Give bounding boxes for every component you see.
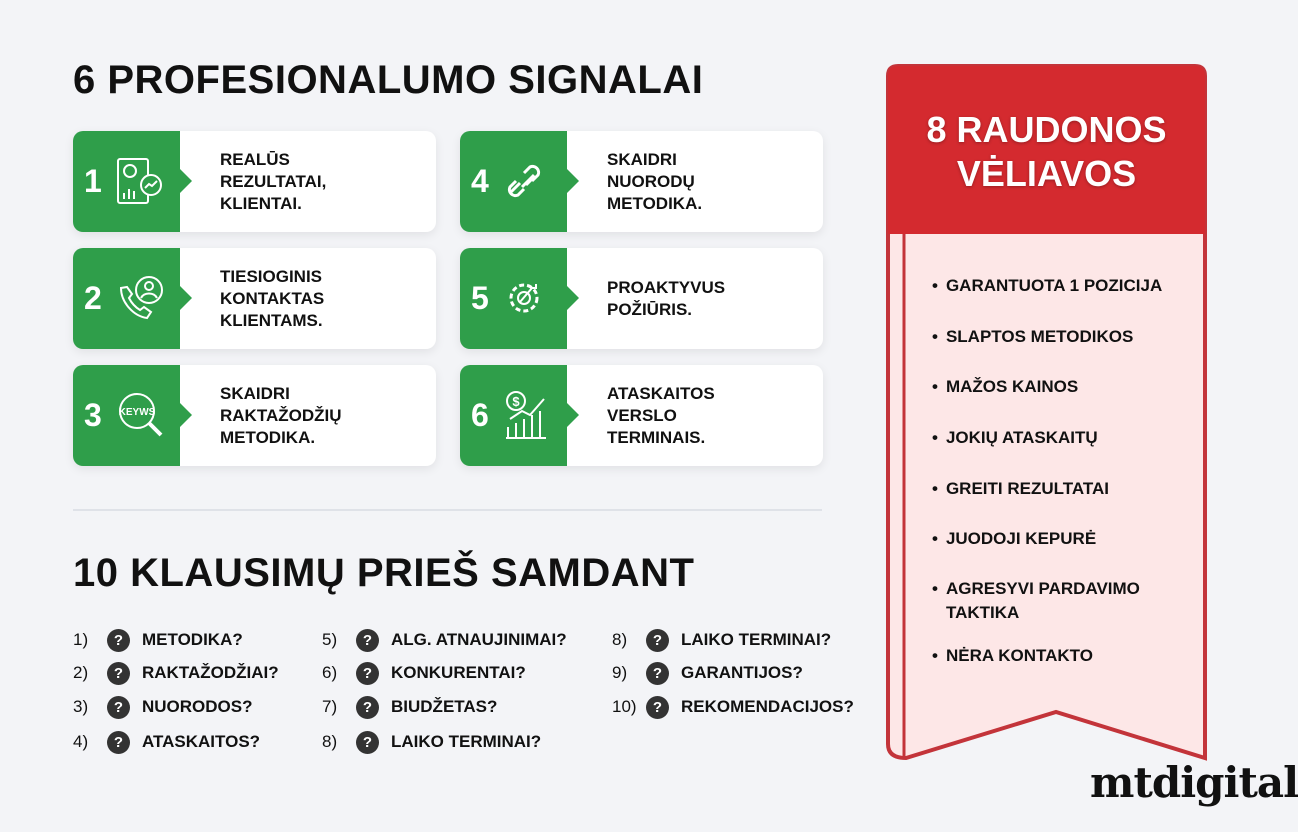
signals-title: 6 PROFESIONALUMO SIGNALAI [73, 58, 704, 102]
question-number: 2) [73, 663, 89, 682]
red-flag-item [932, 426, 1098, 450]
question-text: GARANTIJOS? [681, 663, 803, 682]
signal-number: 1 [84, 163, 102, 199]
red-flag-text: • GREITI REZULTATAI [945, 479, 1110, 498]
signal-text: REALŪS REZULTATAI, KLIENTAI. [220, 149, 327, 213]
signal-card [73, 131, 436, 232]
signal-text: SKAIDRI RAKTAŽODŽIŲ METODIKA. [220, 383, 342, 447]
question-mark-icon: ? [107, 731, 130, 754]
question-item [322, 730, 541, 754]
red-flag-item [932, 274, 1162, 298]
svg-text:$: $ [512, 394, 520, 409]
red-flag-text: • NĖRA KONTAKTO [945, 646, 1093, 665]
question-text: ALG. ATNAUJINIMAI? [391, 630, 567, 649]
signal-badge [73, 365, 180, 466]
question-text: LAIKO TERMINAI? [681, 630, 832, 649]
signal-number: 2 [84, 280, 102, 316]
red-flag-item [932, 577, 1140, 625]
question-item [73, 628, 243, 652]
question-item [73, 730, 260, 754]
signal-number: 4 [471, 163, 489, 199]
question-mark-icon: ? [107, 629, 130, 652]
red-flag-item [932, 477, 1109, 501]
question-number: 7) [322, 697, 338, 716]
signal-card [73, 365, 436, 466]
red-flag-text: • MAŽOS KAINOS [945, 377, 1079, 396]
question-mark-icon: ? [356, 731, 379, 754]
question-text: NUORODOS? [142, 697, 253, 716]
question-number: 3) [73, 697, 89, 716]
signal-number: 6 [471, 397, 489, 433]
red-flag-text: • JUODOJI KEPURĖ [945, 529, 1097, 548]
signal-card [460, 248, 823, 349]
signal-card [460, 365, 823, 466]
question-text: REKOMENDACIJOS? [681, 697, 854, 716]
red-flags-panel [886, 64, 1207, 758]
question-text: METODIKA? [142, 630, 243, 649]
question-item [73, 661, 279, 685]
mtdigital-logo: mtdigital [1090, 758, 1298, 807]
question-item [322, 661, 526, 685]
red-flag-item [932, 644, 1093, 668]
question-mark-icon: ? [646, 696, 669, 719]
keyword-search-icon [115, 389, 165, 441]
signal-card [460, 131, 823, 232]
signal-number: 3 [84, 397, 102, 433]
signal-number: 5 [471, 280, 489, 316]
signal-badge [460, 248, 567, 349]
red-flags-title-line1: 8 RAUDONOS [926, 109, 1167, 150]
divider [73, 509, 822, 511]
question-mark-icon: ? [356, 696, 379, 719]
gear-growth-icon [502, 272, 552, 324]
question-number: 6) [322, 663, 338, 682]
red-flag-text: • GARANTUOTA 1 POZICIJA [945, 276, 1163, 295]
question-number: 1) [73, 630, 89, 649]
question-item [322, 695, 497, 719]
signal-text: TIESIOGINIS KONTAKTAS KLIENTAMS. [220, 266, 325, 330]
red-flag-text: • AGRESYVI PARDAVIMO TAKTIKA [945, 579, 1140, 622]
question-text: RAKTAŽODŽIAI? [142, 663, 279, 682]
report-chart-icon [115, 155, 165, 207]
question-item [612, 628, 831, 652]
question-text: KONKURENTAI? [391, 663, 526, 682]
question-mark-icon: ? [107, 696, 130, 719]
dollar-growth-icon [502, 389, 552, 441]
signal-text: ATASKAITOS VERSLO TERMINAIS. [607, 383, 715, 447]
red-flag-text: • JOKIŲ ATASKAITŲ [945, 428, 1098, 447]
signal-card [73, 248, 436, 349]
question-number: 8) [612, 630, 628, 649]
question-item [73, 695, 253, 719]
red-flag-item [932, 325, 1133, 349]
question-number: 5) [322, 630, 338, 649]
question-item [612, 695, 854, 719]
question-mark-icon: ? [646, 629, 669, 652]
question-text: BIUDŽETAS? [391, 697, 498, 716]
question-item [322, 628, 567, 652]
link-icon [502, 155, 552, 207]
question-number: 8) [322, 732, 338, 751]
red-flag-text: • SLAPTOS METODIKOS [945, 327, 1134, 346]
question-mark-icon: ? [107, 662, 130, 685]
question-number: 10) [612, 697, 637, 716]
red-flag-item [932, 527, 1096, 551]
question-mark-icon: ? [646, 662, 669, 685]
signal-badge [73, 131, 180, 232]
question-text: LAIKO TERMINAI? [391, 732, 542, 751]
phone-contact-icon [115, 272, 165, 324]
question-mark-icon: ? [356, 629, 379, 652]
signal-badge [460, 131, 567, 232]
signal-badge [460, 365, 567, 466]
signal-text: PROAKTYVUS POŽIŪRIS. [607, 277, 726, 319]
questions-title: 10 KLAUSIMŲ PRIEŠ SAMDANT [73, 551, 695, 595]
question-text: ATASKAITOS? [142, 732, 261, 751]
question-number: 4) [73, 732, 89, 751]
red-flags-title-line2: VĖLIAVOS [956, 153, 1137, 194]
red-flag-item [932, 375, 1078, 399]
svg-text:KEYWS: KEYWS [118, 407, 156, 418]
question-number: 9) [612, 663, 628, 682]
signal-text: SKAIDRI NUORODŲ METODIKA. [607, 149, 703, 213]
signal-badge [73, 248, 180, 349]
question-item [612, 661, 803, 685]
question-mark-icon: ? [356, 662, 379, 685]
